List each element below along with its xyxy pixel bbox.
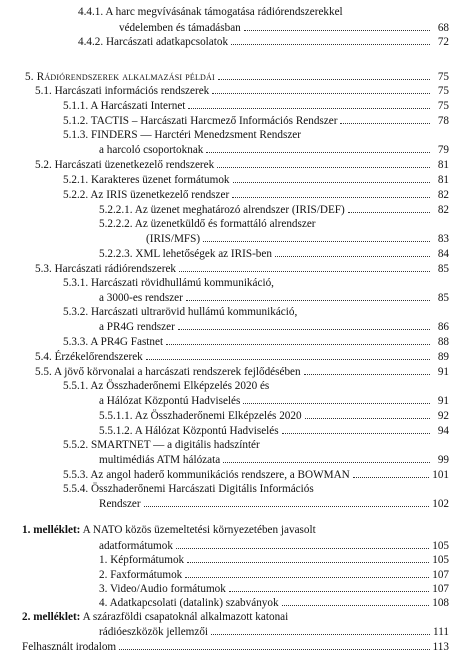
toc-entry-4-4-1: [78, 6, 343, 19]
toc-entry-text: A szárazföldi csapatoknál alkalmazott katonai: [82, 611, 289, 623]
dot-leader: [232, 188, 430, 198]
dot-leader: [144, 497, 430, 507]
dot-leader: [166, 335, 430, 345]
toc-entry-text: 5.3. Harcászati rádiórendszerek: [35, 263, 177, 275]
toc-entry-5-5-3: [63, 468, 449, 481]
toc-entry-text: 5.5.1. Az Összhaderőnemi Elképzelés 2020 és: [63, 380, 270, 392]
toc-appendix-1-item-2: [99, 568, 449, 581]
toc-entry-text: 5.1.1. A Harcászati Internet: [63, 100, 186, 112]
toc-entry-text: 5.1.2. TACTIS – Harcászati Harcmező Információs Rendszer: [63, 115, 338, 127]
toc-entry-text: multimédiás ATM hálózata: [99, 454, 221, 466]
toc-entry-text: 3. Video/Audio formátumok: [99, 583, 226, 595]
toc-entry-5-5-1-cont: [99, 394, 449, 407]
toc-page-number: 91: [437, 395, 449, 407]
toc-entry-5-3: [35, 262, 449, 275]
toc-entry-5-5-1-2: [99, 424, 449, 437]
dot-leader: [203, 232, 430, 242]
dot-leader: [244, 21, 430, 31]
toc-entry-text: 5.4. Érzékelőrendszerek: [35, 351, 143, 363]
dot-leader: [353, 468, 429, 478]
toc-appendix-label: 2. melléklet:: [22, 611, 81, 623]
toc-page-number: 89: [437, 351, 449, 363]
dot-leader: [218, 70, 430, 80]
dot-leader: [185, 568, 429, 578]
toc-entry-5-2-2-3: [99, 247, 449, 260]
toc-page-number: 82: [437, 189, 449, 201]
dot-leader: [243, 394, 430, 404]
toc-page-number: 83: [437, 233, 449, 245]
toc-page-number: 105: [432, 554, 449, 566]
toc-page-number: 91: [437, 366, 449, 378]
toc-entry-5-1-1: [63, 99, 449, 112]
toc-entry-5-3-2: [63, 306, 297, 319]
toc-page-number: 81: [437, 174, 449, 186]
toc-entry-text: Felhasznált irodalom: [22, 641, 117, 653]
dot-leader: [305, 409, 430, 419]
toc-appendix-1-item-3: [99, 582, 449, 595]
toc-appendix-1-item-4: [99, 596, 449, 609]
toc-appendix-label: 1. melléklet:: [22, 524, 81, 536]
toc-entry-text: 5.2.2.3. XML lehetőségek az IRIS-ben: [99, 248, 272, 260]
dot-leader: [211, 625, 430, 635]
toc-entry-4-4-2: [78, 35, 449, 48]
toc-entry-5-1-3: [63, 129, 301, 142]
toc-entry-text: rádióeszközök jellemzői: [99, 626, 209, 638]
dot-leader: [186, 291, 430, 301]
toc-chapter-5: [25, 70, 449, 83]
dot-leader: [119, 640, 429, 650]
toc-entry-5-3-3: [63, 335, 449, 348]
toc-page-number: 75: [437, 71, 449, 83]
toc-entry-text: 5.3.3. A PR4G Fastnet: [63, 336, 164, 348]
toc-entry-text: 5.1. Harcászati információs rendszerek: [35, 85, 210, 97]
toc-entry-text: 5.5.4. Összhaderőnemi Harcászati Digitális Információs: [63, 483, 314, 495]
dot-leader: [179, 262, 430, 272]
dot-leader: [188, 99, 430, 109]
toc-entry-text: 5.5.1.1. Az Összhaderőnemi Elképzelés 2020: [99, 410, 302, 422]
toc-references: [22, 640, 449, 653]
toc-entry-text: 4.4.2. Harcászati adatkapcsolatok: [78, 36, 229, 48]
toc-page-number: 72: [437, 36, 449, 48]
toc-appendix-1-cont: [99, 539, 449, 552]
toc-entry-5-1: [35, 84, 449, 97]
toc-entry-text: 5.5.2. SMARTNET — a digitális hadszíntér: [63, 439, 260, 451]
toc-entry-text: a 3000-es rendszer: [99, 292, 183, 304]
toc-appendix-2-cont: [99, 625, 449, 638]
dot-leader: [304, 365, 430, 375]
toc-page-number: 107: [432, 569, 449, 581]
dot-leader: [217, 158, 430, 168]
toc-entry-5-4: [35, 350, 449, 363]
dot-leader: [176, 539, 429, 549]
dot-leader: [231, 35, 430, 45]
toc-page-number: 105: [432, 540, 449, 552]
toc-page-number: 81: [437, 159, 449, 171]
toc-entry-text: 5.2.2. Az IRIS üzenetkezelő rendszer: [63, 189, 230, 201]
toc-page-number: 75: [437, 85, 449, 97]
toc-appendix-1-item-1: [99, 553, 449, 566]
toc-entry-5-3-1-cont: [99, 291, 449, 304]
dot-leader: [340, 114, 430, 124]
toc-chapter-title: 5. Rádiórendszerek alkalmazási példái: [25, 71, 215, 83]
toc-page-number: 75: [437, 100, 449, 112]
toc-entry-text: a Hálózat Központú Hadviselés: [99, 395, 241, 407]
toc-entry-text: adatformátumok: [99, 540, 173, 552]
toc-entry-5-2: [35, 158, 449, 171]
toc-page-number: 84: [437, 248, 449, 260]
toc-page-number: 102: [432, 498, 449, 510]
toc-page-number: 82: [437, 204, 449, 216]
toc-page-number: 68: [437, 22, 449, 34]
toc-page-number: 85: [437, 292, 449, 304]
toc-entry-text: a harcoló csoportoknak: [99, 144, 204, 156]
toc-entry-5-3-2-cont: [99, 320, 449, 333]
toc-entry-text: 5.5.1.2. A Hálózat Központú Hadviselés: [99, 425, 279, 437]
dot-leader: [229, 582, 429, 592]
toc-entry-text: védelemben és támadásban: [119, 22, 241, 34]
toc-entry-5-2-2-2: [99, 218, 316, 231]
toc-entry-text: (IRIS/MFS): [146, 233, 201, 245]
toc-entry-text: 5.5. A jövő körvonalai a harcászati rendszerek fejlődésében: [35, 366, 301, 378]
toc-entry-5-2-2: [63, 188, 449, 201]
toc-entry-5-5-1: [63, 380, 269, 393]
dot-leader: [282, 424, 430, 434]
toc-entry-5-1-3-cont: [99, 143, 449, 156]
toc-entry-5-5-4-cont: [99, 497, 449, 510]
toc-page-number: 85: [437, 263, 449, 275]
toc-appendix-2: [22, 611, 288, 624]
toc-entry-text: 2. Faxformátumok: [99, 569, 183, 581]
toc-page-number: 92: [437, 410, 449, 422]
toc-entry-text: A NATO közös üzemeltetési környezetében javasolt: [82, 524, 316, 536]
toc-entry-5-3-1: [63, 277, 274, 290]
toc-entry-text: 5.2.1. Karakteres üzenet formátumok: [63, 174, 230, 186]
toc-page-number: 111: [433, 626, 449, 638]
toc-page-number: 113: [432, 641, 449, 653]
toc-entry-5-1-2: [63, 114, 449, 127]
toc-entry-5-2-2-1: [99, 203, 449, 216]
dot-leader: [275, 247, 430, 257]
dot-leader: [223, 453, 430, 463]
toc-entry-text: 5.3.1. Harcászati rövidhullámú kommunikáció,: [63, 277, 274, 289]
toc-page-number: 78: [437, 115, 449, 127]
toc-appendix-1: [22, 524, 316, 537]
toc-entry-text: 5.1.3. FINDERS — Harctéri Menedzsment Rendszer: [63, 129, 301, 141]
toc-entry-text: Rendszer: [99, 498, 141, 510]
toc-entry-text: a PR4G rendszer: [99, 321, 175, 333]
dot-leader: [146, 350, 430, 360]
toc-page-number: 94: [437, 425, 449, 437]
dot-leader: [178, 320, 430, 330]
dot-leader: [206, 143, 430, 153]
dot-leader: [233, 173, 430, 183]
toc-page-number: 99: [437, 454, 449, 466]
dot-leader: [282, 596, 430, 606]
toc-entry-5-5-1-1: [99, 409, 449, 422]
toc-entry-5-5-2-cont: [99, 453, 449, 466]
toc-entry-text: 5.2.2.2. Az üzenetküldő és formattáló alrendszer: [99, 218, 316, 230]
dot-leader: [348, 203, 430, 213]
toc-page-number: 108: [432, 597, 449, 609]
toc-entry-5-5-4: [63, 483, 314, 496]
toc-entry-5-2-1: [63, 173, 449, 186]
toc-entry-text: 1. Képformátumok: [99, 554, 185, 566]
toc-page-number: 86: [437, 321, 449, 333]
toc-entry-4-4-1-cont: [119, 21, 449, 34]
toc-entry-text: 5.2. Harcászati üzenetkezelő rendszerek: [35, 159, 215, 171]
toc-entry-text: 5.5.3. Az angol haderő kommunikációs rendszere, a BOWMAN: [63, 469, 350, 481]
toc-entry-5-2-2-2-cont: [146, 232, 449, 245]
toc-page-number: 107: [432, 583, 449, 595]
toc-entry-text: 4.4.1. A harc megvívásának támogatása rádiórendszerekkel: [78, 6, 343, 18]
toc-page-number: 101: [432, 469, 449, 481]
toc-entry-text: 5.3.2. Harcászati ultrarövid hullámú kommunikáció,: [63, 306, 298, 318]
toc-entry-text: 4. Adatkapcsolati (datalink) szabványok: [99, 597, 279, 609]
dot-leader: [212, 84, 430, 94]
toc-entry-5-5: [35, 365, 449, 378]
dot-leader: [187, 553, 429, 563]
toc-page-number: 79: [437, 144, 449, 156]
toc-entry-5-5-2: [63, 439, 260, 452]
toc-page-number: 88: [437, 336, 449, 348]
toc-entry-text: 5.2.2.1. Az üzenet meghatározó alrendszer (IRIS/DEF): [99, 204, 345, 216]
